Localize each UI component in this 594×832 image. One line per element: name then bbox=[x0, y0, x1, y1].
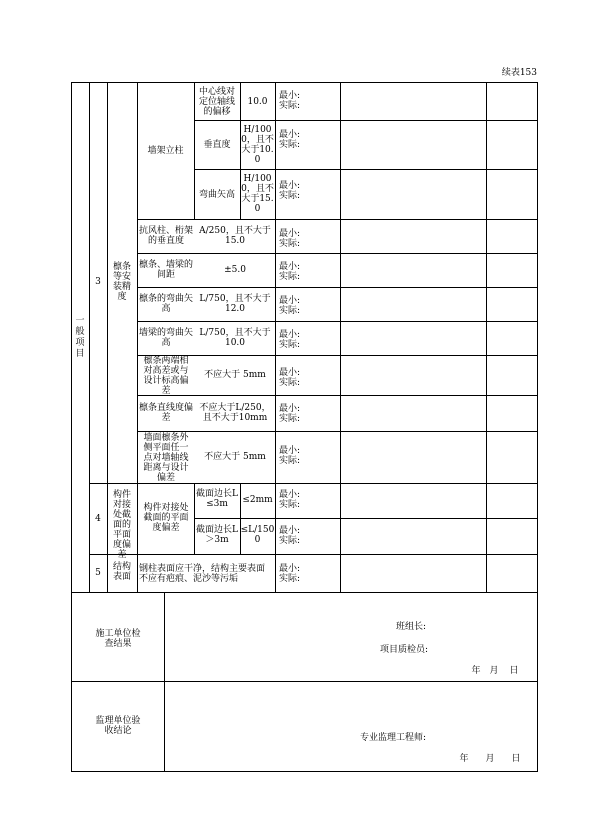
actual-value-label: 实际: bbox=[279, 574, 301, 584]
min-value-label: 最小: bbox=[279, 229, 301, 239]
min-value-label: 最小: bbox=[279, 91, 301, 101]
actual-value-label: 实际: bbox=[279, 536, 301, 546]
wall-post-row-1-item: 中心线对定位轴线的偏移 bbox=[198, 87, 235, 117]
row-wind-column-item: 抗风柱、桁架的垂直度 bbox=[139, 226, 194, 246]
min-value-label: 最小: bbox=[279, 262, 301, 272]
item-4-row-2-cond: 截面边长L＞3m bbox=[196, 525, 238, 545]
wall-post-row-3-item: 弯曲矢高 bbox=[198, 190, 235, 200]
section-label: 一般项目 bbox=[75, 316, 85, 359]
supervision-date-year: 年 bbox=[459, 754, 469, 764]
row-wind-column-allowance: A/250，且不大于15.0 bbox=[199, 226, 271, 246]
item-4-row-2-allowance: ≤L/1500 bbox=[240, 525, 275, 545]
wall-post-row-2-allowance: H/1000，且不大于10.0 bbox=[241, 125, 274, 165]
min-value-label: 最小: bbox=[279, 296, 301, 306]
item-3-name: 檩条等安装精度 bbox=[112, 262, 131, 302]
min-value-label: 最小: bbox=[279, 446, 301, 456]
actual-value-label: 实际: bbox=[279, 456, 301, 466]
supervision-label: 监理单位验收结论 bbox=[95, 716, 141, 736]
actual-value-label: 实际: bbox=[279, 340, 301, 350]
min-value-label: 最小: bbox=[279, 130, 301, 140]
construction-leader-label: 班组长: bbox=[396, 622, 427, 632]
wall-post-row-1-allowance: 10.0 bbox=[247, 97, 268, 107]
supervision-date-month: 月 bbox=[485, 754, 495, 764]
construction-date-year: 年 bbox=[471, 666, 481, 676]
wall-post-row-3-allowance: H/1000，且不大于15.0 bbox=[241, 174, 274, 214]
item-4-name: 构件对接处截面的平面度偏差 bbox=[112, 490, 131, 560]
row-purlin-bend-item: 檩条的弯曲矢高 bbox=[139, 294, 194, 314]
supervision-engineer-label: 专业监理工程师: bbox=[360, 733, 427, 743]
actual-value-label: 实际: bbox=[279, 101, 301, 111]
supervision-date-day: 日 bbox=[511, 754, 521, 764]
wall-post-row-2-item: 垂直度 bbox=[203, 140, 231, 150]
construction-inspector-label: 项目质检员: bbox=[380, 645, 429, 655]
construction-date-month: 月 bbox=[489, 666, 499, 676]
row-wall-purlin-item: 墙面檩条外侧平面任一点对墙轴线距离与设计偏差 bbox=[143, 433, 189, 483]
actual-value-label: 实际: bbox=[279, 191, 301, 201]
min-value-label: 最小: bbox=[279, 526, 301, 536]
min-value-label: 最小: bbox=[279, 181, 301, 191]
actual-value-label: 实际: bbox=[279, 140, 301, 150]
actual-value-label: 实际: bbox=[279, 414, 301, 424]
row-purlin-height-item: 檩条两端相对高差或与设计标高偏差 bbox=[143, 356, 189, 396]
min-value-label: 最小: bbox=[279, 330, 301, 340]
item-4-number: 4 bbox=[95, 514, 101, 524]
wall-post-label: 墙架立柱 bbox=[147, 146, 184, 156]
row-wall-purlin-allowance: 不应大于 5mm bbox=[204, 452, 266, 462]
row-purlin-spacing-item: 檩条、墙梁的间距 bbox=[139, 260, 194, 280]
row-wall-beam-bend-allowance: L/750，且不大于10.0 bbox=[199, 328, 271, 348]
row-purlin-spacing-allowance: ±5.0 bbox=[224, 265, 246, 275]
actual-value-label: 实际: bbox=[279, 272, 301, 282]
actual-value-label: 实际: bbox=[279, 378, 301, 388]
min-value-label: 最小: bbox=[279, 404, 301, 414]
item-4-sub-label: 构件对接处截面的平面度偏差 bbox=[143, 503, 189, 533]
min-value-label: 最小: bbox=[279, 490, 301, 500]
construction-date-day: 日 bbox=[509, 666, 519, 676]
min-value-label: 最小: bbox=[279, 564, 301, 574]
item-4-row-1-cond: 截面边长L≤3m bbox=[196, 489, 238, 509]
min-value-label: 最小: bbox=[279, 368, 301, 378]
item-3-number: 3 bbox=[95, 277, 101, 287]
continuation-label: 续表153 bbox=[501, 68, 537, 78]
row-wall-beam-bend-item: 墙梁的弯曲矢高 bbox=[139, 328, 194, 348]
actual-value-label: 实际: bbox=[279, 500, 301, 510]
actual-value-label: 实际: bbox=[279, 306, 301, 316]
row-purlin-bend-allowance: L/750，且不大于12.0 bbox=[199, 294, 271, 314]
row-purlin-height-allowance: 不应大于 5mm bbox=[204, 370, 266, 380]
row-purlin-straight-item: 檩条直线度偏差 bbox=[139, 403, 194, 423]
actual-value-label: 实际: bbox=[279, 239, 301, 249]
item-5-number: 5 bbox=[95, 568, 101, 578]
item-4-row-1-allowance: ≤2mm bbox=[242, 495, 273, 505]
item-5-description: 钢柱表面应干净，结构主要表面不应有疤痕、泥沙等污垢 bbox=[139, 564, 266, 584]
row-purlin-straight-allowance: 不应大于L/250，且不大于10mm bbox=[199, 403, 271, 423]
construction-label: 施工单位检查结果 bbox=[95, 629, 141, 649]
item-5-name: 结构表面 bbox=[112, 562, 131, 582]
